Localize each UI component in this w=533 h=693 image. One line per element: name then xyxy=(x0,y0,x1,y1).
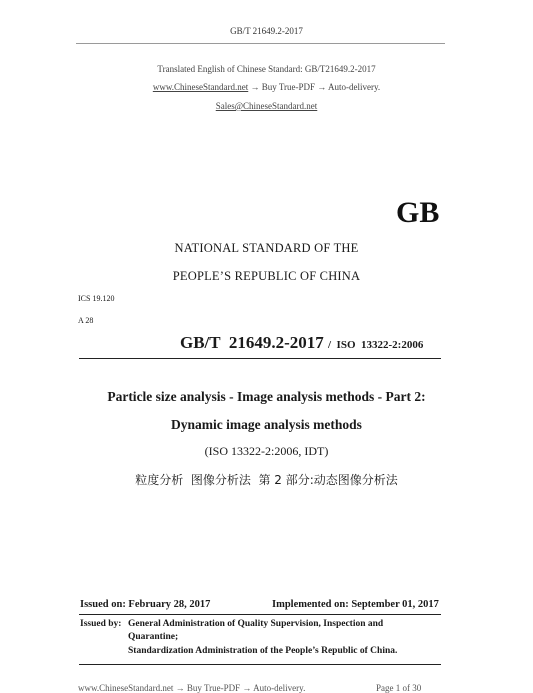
issuer-org-line1: General Administration of Quality Supervision, Inspection and xyxy=(128,619,384,629)
dates-rule xyxy=(79,614,441,615)
translation-note: Translated English of Chinese Standard: GB/T21649.2-2017 xyxy=(157,64,376,74)
iso-equivalent: / ISO 13322-2:2006 xyxy=(327,339,424,351)
title-line2: Dynamic image analysis methods xyxy=(171,417,362,432)
classification-code: A 28 xyxy=(78,316,94,325)
standard-number-rule xyxy=(79,358,441,359)
buy-text: → Buy True-PDF → Auto-delivery. xyxy=(250,82,381,92)
page-number: Page 1 of 30 xyxy=(376,683,422,693)
footer-link[interactable]: www.ChineseStandard.net → Buy True-PDF → Auto-delivery. xyxy=(78,683,306,693)
issued-on-date: Issued on: February 28, 2017 xyxy=(80,599,211,610)
chinese-title: 粒度分析 图像分析法 第 2 部分:动态图像分析法 xyxy=(135,473,398,487)
gb-mark: GB xyxy=(396,196,440,229)
buy-line xyxy=(0,82,533,92)
standard-number-line xyxy=(180,333,423,353)
email-link[interactable]: Sales@ChineseStandard.net xyxy=(215,101,318,111)
ics-code: ICS 19.120 xyxy=(78,294,115,303)
issuer-org-line3: Standardization Administration of the People’s Republic of China. xyxy=(128,646,398,656)
national-standard-line1: NATIONAL STANDARD OF THE xyxy=(174,241,359,255)
bottom-rule xyxy=(79,664,441,665)
standard-number: GB/T 21649.2-2017 xyxy=(180,333,324,352)
title-line1: Particle size analysis - Image analysis methods - Part 2: xyxy=(107,389,426,404)
iso-idt-note: (ISO 13322-2:2006, IDT) xyxy=(204,444,329,458)
implemented-on-date: Implemented on: September 01, 2017 xyxy=(272,599,439,610)
email-line xyxy=(0,101,533,111)
header-rule xyxy=(76,43,445,44)
issued-by-label: Issued by: xyxy=(80,619,122,629)
issuer-org-line2: Quarantine; xyxy=(128,632,179,642)
running-header: GB/T 21649.2-2017 xyxy=(230,26,303,36)
national-standard-line2: PEOPLE’S REPUBLIC OF CHINA xyxy=(172,269,361,283)
site-link[interactable]: www.ChineseStandard.net xyxy=(152,82,249,92)
